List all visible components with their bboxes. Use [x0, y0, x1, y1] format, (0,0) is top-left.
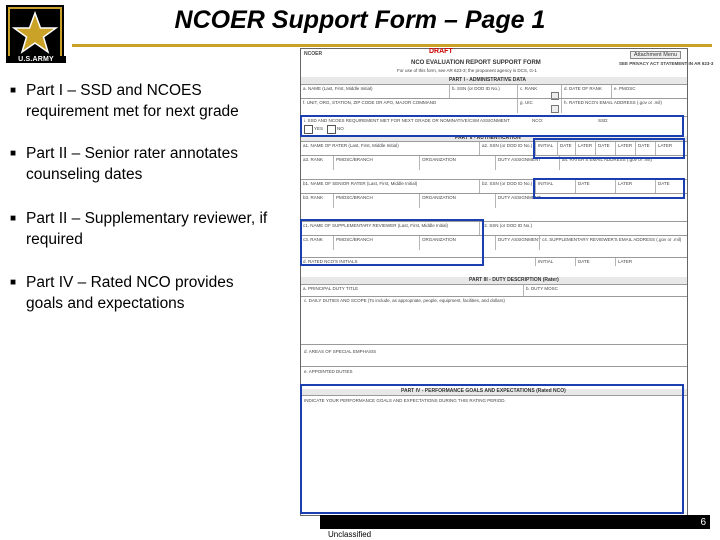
- privacy-statement: SEE PRIVACY ACT STATEMENT IN AR 623-3: [619, 61, 714, 66]
- uic-dropdown-icon[interactable]: [551, 105, 559, 113]
- supp-pmosc-field[interactable]: PMOSC/BRANCH: [333, 236, 422, 250]
- rater-later-date-3[interactable]: LATER: [655, 142, 678, 156]
- supp-reviewer-name-field[interactable]: c1. NAME OF SUPPLEMENTARY REVIEWER (Last, First, Middle Initial): [303, 223, 449, 228]
- senior-rater-ssn-field[interactable]: b2. SSN (or DOD ID No.): [479, 180, 538, 194]
- special-emphasis-row: [301, 344, 687, 367]
- rater-date-2[interactable]: DATE: [595, 142, 618, 156]
- bullet-text: goals and expectations: [26, 295, 185, 312]
- supp-organization-field[interactable]: ORGANIZATION: [419, 236, 498, 250]
- part4-header: PART IV - PERFORMANCE GOALS AND EXPECTATIONS (Rated NCO): [401, 388, 566, 394]
- form-row: [301, 98, 687, 113]
- rater-email-field[interactable]: a4. RATER'S EMAIL ADDRESS (.gov or .mil): [559, 156, 688, 170]
- part4-instructions: INDICATE YOUR PERFORMANCE GOALS AND EXPECTATIONS DURING THIS RATING PERIOD.: [304, 398, 506, 403]
- principal-duty-field[interactable]: a. PRINCIPAL DUTY TITLE: [303, 286, 359, 291]
- uic-field[interactable]: g. UIC: [517, 99, 564, 113]
- rater-ssn-field[interactable]: a2. SSN (or DOD ID No.): [479, 142, 538, 156]
- rater-later-date-2[interactable]: LATER: [615, 142, 638, 156]
- sr-rank-field[interactable]: b3. RANK: [303, 195, 324, 200]
- supp-rank-field[interactable]: c3. RANK: [303, 237, 323, 242]
- ssd-ncoes-label: i. SSD AND NCOES REQUIREMENT MET FOR NEXT GRADE OR NOMINATIVE/CSM ASSIGNMENT: [304, 118, 510, 123]
- rater-rank-field[interactable]: a3. RANK: [303, 157, 324, 162]
- rated-initial-date[interactable]: INITIAL: [535, 258, 578, 266]
- sr-later-date[interactable]: LATER: [615, 180, 658, 194]
- rater-initial-date[interactable]: INITIAL: [535, 142, 560, 156]
- highlight-rater-dates: [533, 138, 685, 159]
- bullet-square-icon: ■: [10, 85, 17, 96]
- sr-date[interactable]: DATE: [575, 180, 618, 194]
- bullet-square-icon: ■: [10, 148, 17, 159]
- rated-later-date[interactable]: LATER: [615, 258, 688, 266]
- bullet-item: [10, 143, 310, 185]
- senior-rater-name-field[interactable]: b1. NAME OF SENIOR RATER (Last, First, Middle Initial): [303, 181, 418, 186]
- title-underline: [72, 44, 712, 47]
- no-label: NO: [337, 126, 344, 131]
- bullet-square-icon: ■: [10, 213, 17, 224]
- footer-bar: [320, 515, 710, 529]
- ssd-label: SSD:: [598, 118, 609, 123]
- attachment-menu-button[interactable]: Attachment Menu: [630, 51, 681, 59]
- bullet-text: required: [26, 231, 83, 248]
- sr-initial-date[interactable]: INITIAL: [535, 180, 578, 194]
- bullet-item: [10, 208, 310, 250]
- bullet-text: Part II – Supplementary reviewer, if: [26, 210, 268, 227]
- sr-pmosc-field[interactable]: PMOSC/BRANCH: [333, 194, 422, 208]
- bullet-text: counseling dates: [26, 166, 143, 183]
- bullet-text: Part IV – Rated NCO provides: [26, 274, 234, 291]
- supp-reviewer-ssn-field[interactable]: c2. SSN (or DOD ID No.): [479, 222, 538, 236]
- nco-label: NCO:: [532, 118, 544, 123]
- part3-header: PART III - DUTY DESCRIPTION (Rater): [469, 277, 559, 283]
- classification-label: Unclassified: [328, 530, 372, 539]
- supp-duty-field[interactable]: DUTY ASSIGNMENT: [495, 236, 542, 250]
- rater-organization-field[interactable]: ORGANIZATION: [419, 156, 498, 170]
- special-emphasis-label: d. AREAS OF SPECIAL EMPHASIS: [304, 349, 377, 354]
- sr-duty-field[interactable]: DUTY ASSIGNMENT: [495, 194, 562, 208]
- highlight-part4-goals: [300, 384, 684, 514]
- highlight-senior-rater-dates: [533, 178, 685, 199]
- army-logo-text: U.S.ARMY: [6, 56, 66, 63]
- date-of-rank-field[interactable]: d. DATE OF RANK: [561, 85, 614, 99]
- form-row: [301, 84, 687, 99]
- sr-organization-field[interactable]: ORGANIZATION: [419, 194, 498, 208]
- rater-pmosc-field[interactable]: PMOSC/BRANCH: [333, 156, 422, 170]
- slide-title: NCOER Support Form – Page 1: [174, 6, 546, 34]
- name-field[interactable]: a. NAME (Last, First, Middle Initial): [303, 86, 373, 91]
- part2-header: PART II - AUTHENTICATION: [455, 135, 521, 141]
- ncoer-support-form: [300, 48, 714, 516]
- rank-select[interactable]: c. RANK: [517, 85, 564, 99]
- form-title: NCO EVALUATION REPORT SUPPORT FORM: [411, 60, 541, 66]
- sr-date-2[interactable]: DATE: [655, 180, 688, 194]
- page-number: 6: [700, 517, 706, 528]
- draft-label: DRAFT: [429, 48, 453, 55]
- yes-label: YES: [314, 126, 324, 131]
- bullet-text: Part I – SSD and NCOES: [26, 82, 202, 99]
- bullet-item: [10, 80, 310, 122]
- unit-field[interactable]: f. UNIT, ORG, STATION, ZIP CODE OR APO, MAJOR COMMAND: [303, 100, 437, 105]
- part1-header: PART I - ADMINISTRATIVE DATA: [449, 77, 526, 83]
- highlight-supp-reviewer: [300, 219, 484, 266]
- highlight-part1-ssd: [300, 115, 684, 137]
- rated-nco-email-field[interactable]: h. RATED NCO's EMAIL ADDRESS (.gov or .mil): [561, 99, 688, 113]
- bullet-item: [10, 272, 310, 314]
- daily-duties-row: [301, 296, 687, 345]
- appointed-duties-label: e. APPOINTED DUTIES: [304, 369, 353, 374]
- rater-duty-field[interactable]: DUTY ASSIGNMENT: [495, 156, 562, 170]
- daily-duties-label: c. DAILY DUTIES AND SCOPE (To include, as appropriate, people, equipment, facilities, and dollars): [304, 298, 505, 303]
- rater-later-date[interactable]: LATER: [575, 142, 598, 156]
- form-agency: NCOER: [304, 51, 323, 57]
- rater-name-field[interactable]: a1. NAME OF RATER (Last, First, Middle Initial): [303, 143, 399, 148]
- bullet-text: requirement met for next grade: [26, 103, 239, 120]
- pmosc-field[interactable]: e. PMOSC: [611, 85, 688, 99]
- rater-date[interactable]: DATE: [557, 142, 578, 156]
- ssn-field[interactable]: b. SSN (or DOD ID No.): [449, 85, 520, 99]
- duty-mosc-field[interactable]: b. DUTY MOSC: [523, 285, 688, 297]
- form-subtitle: For use of this form, see AR 623-3; the proponent agency is DCS, G-1: [397, 68, 537, 73]
- bullet-text: Part II – Senior rater annotates: [26, 145, 238, 162]
- bullet-square-icon: ■: [10, 277, 17, 288]
- rater-date-3[interactable]: DATE: [635, 142, 658, 156]
- rated-initials-field[interactable]: d. RATED NCO'S INITIALS: [303, 259, 358, 264]
- rated-date[interactable]: DATE: [575, 258, 618, 266]
- supp-email-field[interactable]: c4. SUPPLEMENTARY REVIEWER'S EMAIL ADDRESS (.gov or .mil): [539, 236, 688, 250]
